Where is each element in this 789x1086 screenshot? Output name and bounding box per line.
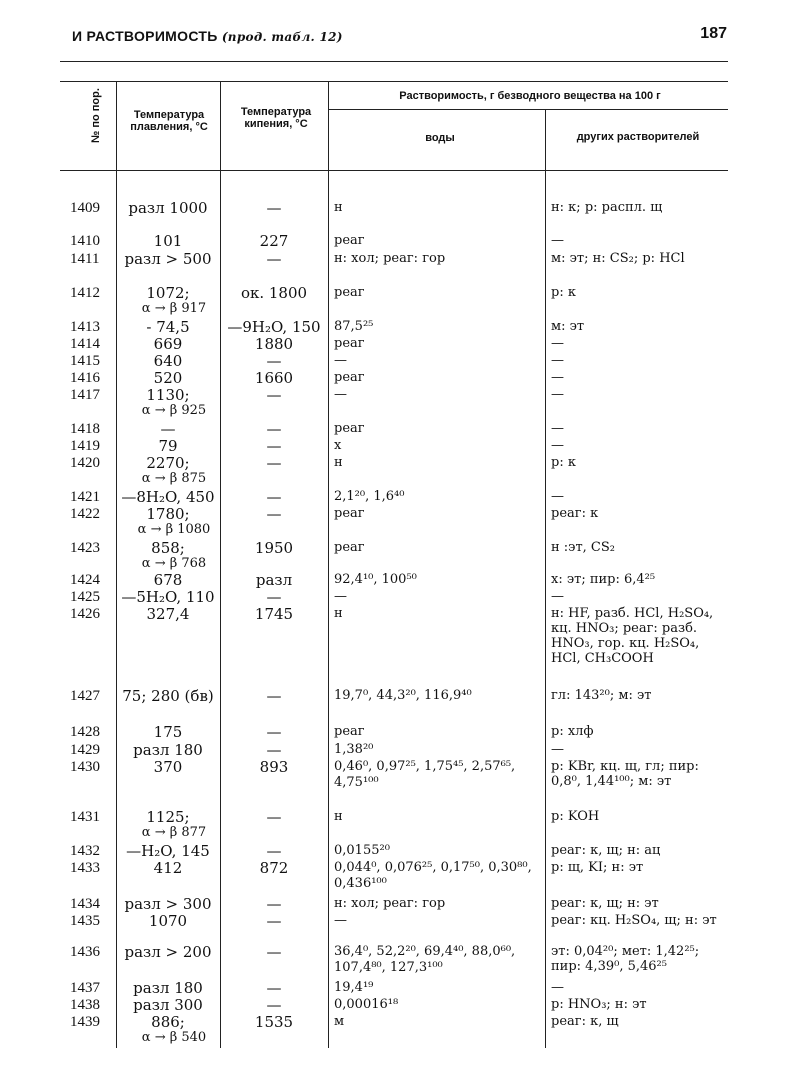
melting-point-value: 886;	[151, 1013, 185, 1031]
melting-point	[117, 572, 219, 588]
other-solvents: —	[551, 336, 564, 351]
melting-point	[117, 489, 219, 505]
melting-point-value: 1780;	[146, 505, 190, 523]
water-solubility: 0,46⁰, 0,97²⁵, 1,75⁴⁵, 2,57⁶⁵, 4,75¹⁰⁰	[334, 759, 516, 790]
water-solubility: 0,044⁰, 0,076²⁵, 0,17⁵⁰, 0,30⁸⁰, 0,436¹⁰⁰	[334, 860, 532, 891]
melting-point	[117, 455, 219, 487]
boiling-point: 1535	[254, 1013, 294, 1031]
melting-point-value: 2270;	[146, 454, 190, 472]
water-solubility: 19,4¹⁹	[334, 980, 374, 995]
boiling-point: —	[266, 386, 282, 404]
header-num: № по пор.	[90, 88, 102, 143]
water-solubility: н: хол; реаг: гор	[334, 896, 446, 911]
other-solvents: гл: 143²⁰; м: эт	[551, 688, 652, 703]
melting-point	[117, 589, 219, 605]
melting-point-value: 327,4	[146, 605, 190, 623]
melting-point	[117, 319, 219, 335]
melting-point	[117, 540, 219, 572]
page-number: 187	[700, 25, 727, 42]
melting-point	[117, 233, 219, 249]
col-divider-4	[545, 110, 546, 1048]
melting-point	[117, 980, 219, 996]
boiling-point: —	[266, 250, 282, 268]
row-number: 1423	[70, 540, 100, 556]
water-solubility: н	[334, 606, 343, 621]
row-number: 1424	[70, 572, 100, 588]
top-rule	[60, 61, 728, 62]
water-solubility: реаг	[334, 724, 365, 739]
other-solvents: р: KOH	[551, 809, 600, 824]
water-solubility: реаг	[334, 336, 365, 351]
water-solubility: 1,38²⁰	[334, 742, 374, 757]
water-solubility: реаг	[334, 285, 365, 300]
melting-point-value: 669	[153, 335, 183, 353]
water-solubility: —	[334, 913, 347, 928]
melting-point	[117, 421, 219, 437]
boiling-point: —	[266, 912, 282, 930]
row-number: 1426	[70, 606, 100, 622]
header-num-cell	[66, 88, 116, 155]
melting-point-value: —8H₂O, 450	[121, 488, 215, 506]
other-solvents: реаг: к, щ; н: эт	[551, 896, 659, 911]
row-number: 1438	[70, 997, 100, 1013]
melting-point-value: 858;	[151, 539, 185, 557]
row-number: 1433	[70, 860, 100, 876]
water-solubility: 19,7⁰, 44,3²⁰, 116,9⁴⁰	[334, 688, 472, 703]
other-solvents: н :эт, CS₂	[551, 540, 615, 555]
row-number: 1427	[70, 688, 100, 704]
boiling-point: —	[266, 741, 282, 759]
melting-point	[117, 251, 219, 267]
water-solubility: н	[334, 809, 343, 824]
row-number: 1425	[70, 589, 100, 605]
other-solvents: —	[551, 980, 564, 995]
row-number: 1410	[70, 233, 100, 249]
running-head-title: И РАСТВОРИМОСТЬ	[72, 28, 218, 44]
other-solvents: —	[551, 489, 564, 504]
melting-point-value: 101	[153, 232, 183, 250]
row-number: 1429	[70, 742, 100, 758]
row-number: 1435	[70, 913, 100, 929]
other-solvents: м: эт	[551, 319, 585, 334]
melting-point	[117, 724, 219, 740]
melting-point	[117, 742, 219, 758]
row-number: 1415	[70, 353, 100, 369]
header-solubility: Растворимость, г безводного вещества на 100 г	[399, 90, 661, 102]
melting-point-value: 370	[153, 758, 183, 776]
water-solubility: реаг	[334, 421, 365, 436]
melting-point	[117, 759, 219, 775]
other-solvents: эт: 0,04²⁰; мет: 1,42²⁵; пир: 4,39⁰, 5,46²⁵	[551, 944, 700, 974]
melting-point	[117, 860, 219, 876]
water-solubility: реаг	[334, 233, 365, 248]
row-number: 1419	[70, 438, 100, 454]
melting-point	[117, 506, 219, 538]
running-head	[72, 28, 343, 44]
melting-point-value: 412	[153, 859, 183, 877]
row-number: 1413	[70, 319, 100, 335]
melting-point-value: - 74,5	[146, 318, 190, 336]
table-top-border	[60, 81, 728, 82]
other-solvents: реаг: кц. H₂SO₄, щ; н: эт	[551, 913, 717, 928]
melting-point	[117, 843, 219, 859]
melting-point	[117, 336, 219, 352]
other-solvents: реаг: к, щ; н: ац	[551, 843, 661, 858]
melting-point	[117, 285, 219, 317]
header-other: других растворителей	[576, 131, 700, 143]
melting-point	[117, 997, 219, 1013]
melting-point-value: 75; 280 (бв)	[122, 687, 214, 705]
water-solubility: н	[334, 200, 343, 215]
melting-point	[117, 688, 219, 704]
solubility-header-divider	[329, 109, 728, 110]
melting-point	[117, 387, 219, 419]
boiling-point: разл	[255, 571, 293, 589]
other-solvents: —	[551, 353, 564, 368]
col-divider-2	[220, 82, 221, 1048]
header-melt: Температура плавления, °С	[130, 109, 208, 133]
melting-point	[117, 438, 219, 454]
melting-point-value: —	[160, 420, 176, 438]
boiling-point: —	[266, 420, 282, 438]
row-number: 1436	[70, 944, 100, 960]
row-number: 1420	[70, 455, 100, 471]
row-number: 1422	[70, 506, 100, 522]
phase-transition: α → β 917	[141, 301, 207, 316]
water-solubility: реаг	[334, 540, 365, 555]
melting-point-value: 79	[158, 437, 178, 455]
melting-point-value: разл > 300	[124, 895, 212, 913]
water-solubility: реаг	[334, 506, 365, 521]
melting-point	[117, 1014, 219, 1046]
melting-point-value: —5H₂O, 110	[121, 588, 215, 606]
other-solvents: реаг: к	[551, 506, 599, 521]
melting-point	[117, 370, 219, 386]
boiling-point: 1660	[254, 369, 294, 387]
other-solvents: —	[551, 387, 564, 402]
water-solubility: х	[334, 438, 342, 453]
row-number: 1432	[70, 843, 100, 859]
other-solvents: р: к	[551, 455, 576, 470]
row-number: 1411	[70, 251, 100, 267]
melting-point-value: разл 1000	[128, 199, 208, 217]
melting-point-value: 175	[153, 723, 183, 741]
water-solubility: 36,4⁰, 52,2²⁰, 69,4⁴⁰, 88,0⁶⁰, 107,4⁸⁰, 127,3¹⁰⁰	[334, 944, 516, 975]
boiling-point: 872	[259, 859, 289, 877]
water-solubility: м	[334, 1014, 345, 1029]
melting-point-value: 1130;	[146, 386, 190, 404]
other-solvents: х: эт; пир: 6,4²⁵	[551, 572, 656, 587]
boiling-point: 1880	[254, 335, 294, 353]
other-solvents: р: KBr, кц. щ, гл; пир: 0,8⁰, 1,44¹⁰⁰; м: эт	[551, 759, 699, 789]
melting-point-value: —H₂O, 145	[126, 842, 210, 860]
other-solvents: —	[551, 438, 564, 453]
other-solvents: н: к; р: распл. щ	[551, 200, 663, 215]
boiling-point: —	[266, 199, 282, 217]
other-solvents: н: HF, разб. HCl, H₂SO₄, кц. HNO₃; реаг: разб. HNO₃, гор. кц. H₂SO₄, HCl, CH₃COOH	[551, 606, 714, 666]
boiling-point: —	[266, 687, 282, 705]
melting-point-value: разл 180	[133, 979, 203, 997]
col-divider-3	[328, 82, 329, 1048]
other-solvents: р: HNO₃; н: эт	[551, 997, 647, 1012]
other-solvents: м: эт; н: CS₂; р: HCl	[551, 251, 685, 266]
water-solubility: реаг	[334, 370, 365, 385]
melting-point-value: 1125;	[146, 808, 190, 826]
boiling-point: 1745	[254, 605, 294, 623]
other-solvents: —	[551, 589, 564, 604]
melting-point-value: 640	[153, 352, 183, 370]
boiling-point: —	[266, 437, 282, 455]
melting-point	[117, 606, 219, 622]
row-number: 1409	[70, 200, 100, 216]
melting-point	[117, 200, 219, 216]
water-solubility: 0,0155²⁰	[334, 843, 390, 858]
boiling-point: —	[266, 505, 282, 523]
boiling-point: —	[266, 842, 282, 860]
other-solvents: —	[551, 421, 564, 436]
header-boil: Температура кипения, °С	[240, 106, 312, 130]
water-solubility: 87,5²⁵	[334, 319, 374, 334]
boiling-point: 893	[259, 758, 289, 776]
other-solvents: реаг: к, щ	[551, 1014, 619, 1029]
row-number: 1431	[70, 809, 100, 825]
row-number: 1428	[70, 724, 100, 740]
other-solvents: —	[551, 742, 564, 757]
phase-transition: α → β 877	[141, 825, 207, 840]
melting-point-value: 520	[153, 369, 183, 387]
melting-point-value: разл 300	[133, 996, 203, 1014]
header-water: воды	[425, 132, 455, 144]
boiling-point: —	[266, 979, 282, 997]
melting-point-value: разл > 200	[124, 943, 212, 961]
melting-point	[117, 896, 219, 912]
water-solubility: 92,4¹⁰, 100⁵⁰	[334, 572, 417, 587]
header-bottom-border	[60, 170, 728, 171]
row-number: 1430	[70, 759, 100, 775]
other-solvents: р: щ, KI; н: эт	[551, 860, 644, 875]
row-number: 1421	[70, 489, 100, 505]
other-solvents: —	[551, 233, 564, 248]
row-number: 1417	[70, 387, 100, 403]
phase-transition: α → β 875	[141, 471, 207, 486]
melting-point-value: 1072;	[146, 284, 190, 302]
water-solubility: —	[334, 353, 347, 368]
row-number: 1439	[70, 1014, 100, 1030]
melting-point-value: разл 180	[133, 741, 203, 759]
row-number: 1414	[70, 336, 100, 352]
melting-point	[117, 913, 219, 929]
phase-transition: α → β 1080	[137, 522, 211, 537]
melting-point-value: 678	[153, 571, 183, 589]
boiling-point: —	[266, 808, 282, 826]
other-solvents: р: к	[551, 285, 576, 300]
water-solubility: —	[334, 589, 347, 604]
phase-transition: α → β 540	[141, 1030, 207, 1045]
boiling-point: —9H₂O, 150	[227, 318, 321, 336]
phase-transition: α → β 768	[141, 556, 207, 571]
melting-point	[117, 353, 219, 369]
water-solubility: —	[334, 387, 347, 402]
boiling-point: —	[266, 488, 282, 506]
melting-point	[117, 809, 219, 841]
boiling-point: 1950	[254, 539, 294, 557]
other-solvents: —	[551, 370, 564, 385]
melting-point-value: разл > 500	[124, 250, 212, 268]
row-number: 1418	[70, 421, 100, 437]
boiling-point: —	[266, 723, 282, 741]
row-number: 1416	[70, 370, 100, 386]
melting-point	[117, 944, 219, 960]
row-number: 1437	[70, 980, 100, 996]
boiling-point: —	[266, 588, 282, 606]
water-solubility: н	[334, 455, 343, 470]
boiling-point: —	[266, 352, 282, 370]
boiling-point: ок. 1800	[240, 284, 308, 302]
other-solvents: р: хлф	[551, 724, 594, 739]
water-solubility: 2,1²⁰, 1,6⁴⁰	[334, 489, 405, 504]
water-solubility: н: хол; реаг: гор	[334, 251, 446, 266]
melting-point-value: 1070	[148, 912, 188, 930]
boiling-point: —	[266, 454, 282, 472]
boiling-point: —	[266, 943, 282, 961]
phase-transition: α → β 925	[141, 403, 207, 418]
row-number: 1434	[70, 896, 100, 912]
boiling-point: 227	[259, 232, 289, 250]
running-head-continuation: (прод. табл. 12)	[221, 30, 343, 44]
boiling-point: —	[266, 895, 282, 913]
boiling-point: —	[266, 996, 282, 1014]
row-number: 1412	[70, 285, 100, 301]
water-solubility: 0,00016¹⁸	[334, 997, 399, 1012]
